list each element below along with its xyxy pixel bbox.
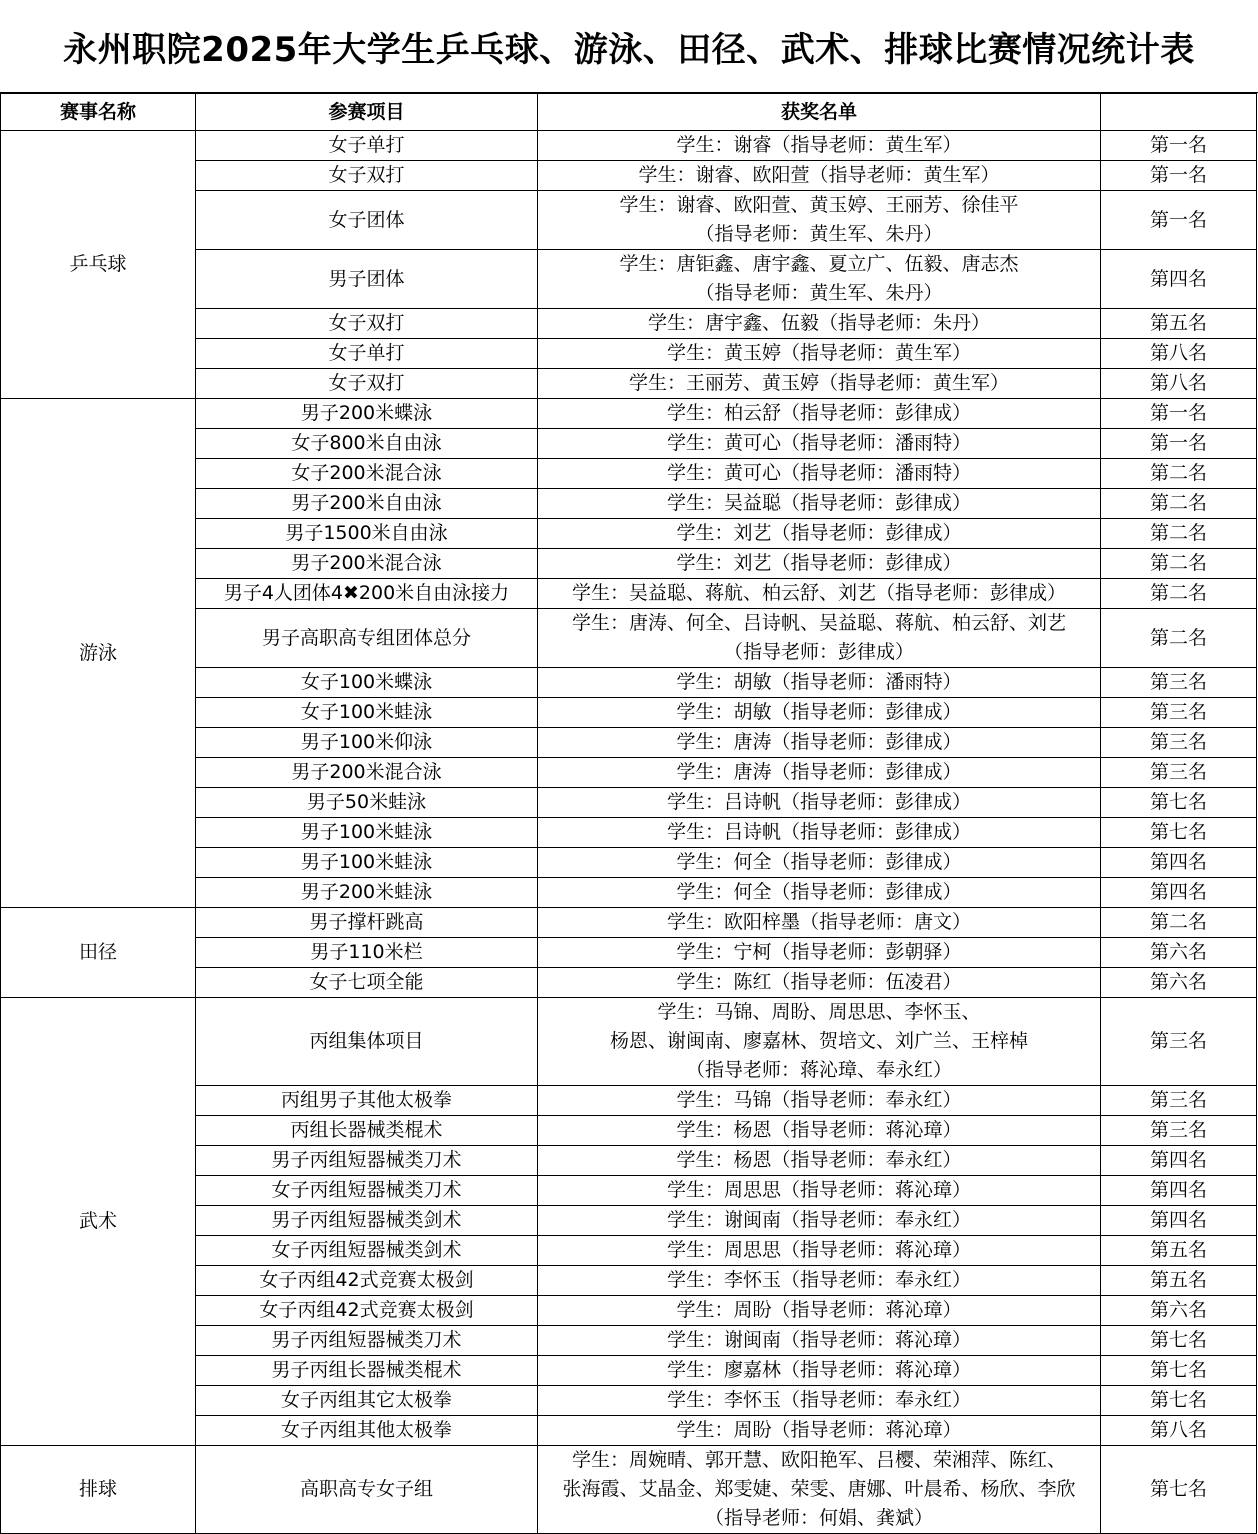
event-cell: 男子200米自由泳	[196, 489, 538, 519]
winner-line: 学生：周思思（指导老师：蒋沁璋）	[666, 1179, 971, 1201]
rank-cell: 第七名	[1101, 788, 1257, 818]
table-row	[1, 1446, 1257, 1534]
winners-cell	[538, 519, 1101, 549]
winner-line: 学生：黄玉婷（指导老师：黄生军）	[666, 342, 971, 364]
event-cell: 男子撑杆跳高	[196, 908, 538, 938]
results-body	[1, 131, 1257, 1534]
winners-cell	[538, 1356, 1101, 1386]
category-cell: 乒乓球	[1, 131, 196, 399]
rank-cell: 第五名	[1101, 1266, 1257, 1296]
winner-line: （指导老师：彭律成）	[723, 641, 914, 663]
winner-line: 学生：唐涛、何全、吕诗帆、吴益聪、蒋航、柏云舒、刘艺	[571, 612, 1066, 634]
winner-line: 学生：周思思（指导老师：蒋沁璋）	[666, 1239, 971, 1261]
winner-line: 学生：唐钜鑫、唐宇鑫、夏立广、伍毅、唐志杰	[619, 253, 1019, 275]
table-row	[1, 399, 1257, 429]
winners-cell	[538, 161, 1101, 191]
winners-cell	[538, 848, 1101, 878]
winner-line: 学生：刘艺（指导老师：彭律成）	[676, 522, 962, 544]
winner-line: 学生：唐涛（指导老师：彭律成）	[676, 731, 962, 753]
rank-cell: 第一名	[1101, 399, 1257, 429]
rank-cell: 第二名	[1101, 519, 1257, 549]
event-cell: 丙组集体项目	[196, 998, 538, 1086]
category-cell: 排球	[1, 1446, 196, 1534]
winner-line: 学生：何全（指导老师：彭律成）	[676, 851, 962, 873]
rank-cell: 第三名	[1101, 698, 1257, 728]
rank-cell: 第三名	[1101, 668, 1257, 698]
winner-line: 学生：宁柯（指导老师：彭朝驿）	[676, 941, 962, 963]
winner-line: 学生：谢睿（指导老师：黄生军）	[676, 134, 962, 156]
winner-line: 学生：谢睿、欧阳萱、黄玉婷、王丽芳、徐佳平	[619, 194, 1019, 216]
rank-cell: 第八名	[1101, 1416, 1257, 1446]
category-cell: 武术	[1, 998, 196, 1446]
winners-cell	[538, 1086, 1101, 1116]
winner-line: 学生：周盼（指导老师：蒋沁璋）	[676, 1419, 962, 1441]
event-cell: 女子团体	[196, 191, 538, 250]
rank-cell: 第二名	[1101, 489, 1257, 519]
winner-line: 学生：吕诗帆（指导老师：彭律成）	[666, 791, 971, 813]
event-cell: 男子团体	[196, 250, 538, 309]
rank-cell: 第七名	[1101, 1446, 1257, 1534]
winner-line: （指导老师：黄生军、朱丹）	[695, 282, 943, 304]
event-cell: 女子双打	[196, 161, 538, 191]
rank-cell: 第七名	[1101, 818, 1257, 848]
winners-cell	[538, 1326, 1101, 1356]
rank-cell: 第四名	[1101, 878, 1257, 908]
event-cell: 男子200米蛙泳	[196, 878, 538, 908]
winner-line: 学生：王丽芳、黄玉婷（指导老师：黄生军）	[628, 372, 1009, 394]
winners-cell	[538, 998, 1101, 1086]
winner-line: 学生：吕诗帆（指导老师：彭律成）	[666, 821, 971, 843]
rank-cell: 第一名	[1101, 429, 1257, 459]
event-cell: 女子200米混合泳	[196, 459, 538, 489]
rank-cell: 第二名	[1101, 908, 1257, 938]
winners-cell	[538, 878, 1101, 908]
winners-cell	[538, 579, 1101, 609]
header-row	[1, 94, 1257, 131]
event-cell: 男子丙组短器械类刀术	[196, 1146, 538, 1176]
event-cell: 女子丙组短器械类剑术	[196, 1236, 538, 1266]
event-cell: 女子100米蛙泳	[196, 698, 538, 728]
rank-cell: 第六名	[1101, 938, 1257, 968]
winners-cell	[538, 1416, 1101, 1446]
event-cell: 女子双打	[196, 309, 538, 339]
winner-line: 学生：柏云舒（指导老师：彭律成）	[666, 402, 971, 424]
winners-cell	[538, 788, 1101, 818]
event-cell: 男子200米混合泳	[196, 549, 538, 579]
rank-cell: 第七名	[1101, 1326, 1257, 1356]
rank-cell: 第五名	[1101, 1236, 1257, 1266]
event-cell: 男子4人团体4✖200米自由泳接力	[196, 579, 538, 609]
event-cell: 男子丙组长器械类棍术	[196, 1356, 538, 1386]
event-cell: 男子丙组短器械类刀术	[196, 1326, 538, 1356]
winner-line: 张海霞、艾晶金、郑雯婕、荣雯、唐娜、叶晨希、杨欣、李欣	[562, 1478, 1076, 1500]
winners-cell	[538, 1266, 1101, 1296]
winner-line: 学生：吴益聪（指导老师：彭律成）	[666, 492, 971, 514]
winner-line: 学生：马锦、周盼、周思思、李怀玉、	[657, 1001, 981, 1023]
winners-cell	[538, 459, 1101, 489]
winner-line: 学生：唐宇鑫、伍毅（指导老师：朱丹）	[647, 312, 990, 334]
winners-cell	[538, 131, 1101, 161]
event-cell: 女子100米蝶泳	[196, 668, 538, 698]
rank-cell: 第七名	[1101, 1356, 1257, 1386]
winner-line: 学生：欧阳梓墨（指导老师：唐文）	[666, 911, 971, 933]
winner-line: 学生：陈红（指导老师：伍凌君）	[676, 971, 962, 993]
event-cell: 女子双打	[196, 369, 538, 399]
winner-line: 学生：刘艺（指导老师：彭律成）	[676, 552, 962, 574]
rank-cell: 第一名	[1101, 161, 1257, 191]
winner-line: （指导老师：黄生军、朱丹）	[695, 223, 943, 245]
winners-cell	[538, 399, 1101, 429]
event-cell: 男子100米蛙泳	[196, 848, 538, 878]
winner-line: 学生：杨恩（指导老师：奉永红）	[676, 1149, 962, 1171]
winners-cell	[538, 758, 1101, 788]
event-cell: 男子100米仰泳	[196, 728, 538, 758]
winners-cell	[538, 250, 1101, 309]
event-cell: 女子丙组其它太极拳	[196, 1386, 538, 1416]
winner-line: 学生：胡敏（指导老师：潘雨特）	[676, 671, 962, 693]
event-cell: 男子50米蛙泳	[196, 788, 538, 818]
winners-cell	[538, 968, 1101, 998]
winners-cell	[538, 191, 1101, 250]
event-cell: 丙组长器械类棍术	[196, 1116, 538, 1146]
event-cell: 男子高职高专组团体总分	[196, 609, 538, 668]
winners-cell	[538, 1446, 1101, 1534]
header-event: 参赛项目	[196, 94, 538, 131]
event-cell: 男子丙组短器械类剑术	[196, 1206, 538, 1236]
rank-cell: 第一名	[1101, 191, 1257, 250]
rank-cell: 第八名	[1101, 339, 1257, 369]
rank-cell: 第三名	[1101, 998, 1257, 1086]
winner-line: 学生：吴益聪、蒋航、柏云舒、刘艺（指导老师：彭律成）	[571, 582, 1066, 604]
rank-cell: 第四名	[1101, 1176, 1257, 1206]
winner-line: （指导老师：蒋沁璋、奉永红）	[685, 1059, 952, 1081]
event-cell: 丙组男子其他太极拳	[196, 1086, 538, 1116]
rank-cell: 第三名	[1101, 728, 1257, 758]
winner-line: 学生：何全（指导老师：彭律成）	[676, 881, 962, 903]
winners-cell	[538, 339, 1101, 369]
table-row	[1, 908, 1257, 938]
winner-line: 学生：谢闽南（指导老师：奉永红）	[666, 1209, 971, 1231]
winner-line: 学生：马锦（指导老师：奉永红）	[676, 1089, 962, 1111]
winner-line: 学生：谢睿、欧阳萱（指导老师：黄生军）	[638, 164, 1000, 186]
rank-cell: 第二名	[1101, 459, 1257, 489]
event-cell: 女子丙组42式竞赛太极剑	[196, 1266, 538, 1296]
winner-line: 学生：胡敏（指导老师：彭律成）	[676, 701, 962, 723]
header-winners: 获奖名单	[538, 94, 1101, 131]
rank-cell: 第三名	[1101, 758, 1257, 788]
winners-cell	[538, 309, 1101, 339]
winners-cell	[538, 668, 1101, 698]
winners-cell	[538, 1386, 1101, 1416]
winner-line: 杨恩、谢闽南、廖嘉林、贺培文、刘广兰、王梓棹	[609, 1030, 1028, 1052]
winner-line: 学生：唐涛（指导老师：彭律成）	[676, 761, 962, 783]
winners-cell	[538, 1236, 1101, 1266]
category-cell: 田径	[1, 908, 196, 998]
rank-cell: 第三名	[1101, 1086, 1257, 1116]
rank-cell: 第八名	[1101, 369, 1257, 399]
event-cell: 女子丙组42式竞赛太极剑	[196, 1296, 538, 1326]
rank-cell: 第二名	[1101, 549, 1257, 579]
event-cell: 女子单打	[196, 131, 538, 161]
rank-cell: 第六名	[1101, 1296, 1257, 1326]
winner-line: 学生：黄可心（指导老师：潘雨特）	[666, 432, 971, 454]
event-cell: 男子100米蛙泳	[196, 818, 538, 848]
event-cell: 男子110米栏	[196, 938, 538, 968]
rank-cell: 第二名	[1101, 609, 1257, 668]
rank-cell: 第四名	[1101, 1146, 1257, 1176]
event-cell: 女子800米自由泳	[196, 429, 538, 459]
winner-line: 学生：李怀玉（指导老师：奉永红）	[666, 1389, 971, 1411]
event-cell: 男子1500米自由泳	[196, 519, 538, 549]
winner-line: （指导老师：何娟、龚斌）	[704, 1507, 933, 1529]
event-cell: 高职高专女子组	[196, 1446, 538, 1534]
winners-cell	[538, 1146, 1101, 1176]
winners-cell	[538, 429, 1101, 459]
rank-cell: 第七名	[1101, 1386, 1257, 1416]
rank-cell: 第二名	[1101, 579, 1257, 609]
rank-cell: 第四名	[1101, 1206, 1257, 1236]
rank-cell: 第四名	[1101, 848, 1257, 878]
results-table	[0, 93, 1257, 1534]
event-cell: 女子丙组短器械类刀术	[196, 1176, 538, 1206]
rank-cell: 第三名	[1101, 1116, 1257, 1146]
event-cell: 女子丙组其他太极拳	[196, 1416, 538, 1446]
winners-cell	[538, 1176, 1101, 1206]
rank-cell: 第六名	[1101, 968, 1257, 998]
winners-cell	[538, 908, 1101, 938]
table-row	[1, 131, 1257, 161]
rank-cell: 第五名	[1101, 309, 1257, 339]
header-category: 赛事名称	[1, 94, 196, 131]
rank-cell: 第一名	[1101, 131, 1257, 161]
table-row	[1, 998, 1257, 1086]
event-cell: 女子单打	[196, 339, 538, 369]
event-cell: 女子七项全能	[196, 968, 538, 998]
page-title: 永州职院2025年大学生乒乓球、游泳、田径、武术、排球比赛情况统计表	[63, 29, 1195, 70]
winners-cell	[538, 698, 1101, 728]
winners-cell	[538, 489, 1101, 519]
winners-cell	[538, 938, 1101, 968]
winners-cell	[538, 1116, 1101, 1146]
winners-cell	[538, 369, 1101, 399]
winners-cell	[538, 1206, 1101, 1236]
winner-line: 学生：谢闽南（指导老师：蒋沁璋）	[666, 1329, 971, 1351]
header-rank	[1101, 94, 1257, 131]
winners-cell	[538, 609, 1101, 668]
winner-line: 学生：廖嘉林（指导老师：蒋沁璋）	[666, 1359, 971, 1381]
winner-line: 学生：黄可心（指导老师：潘雨特）	[666, 462, 971, 484]
winners-cell	[538, 1296, 1101, 1326]
winner-line: 学生：李怀玉（指导老师：奉永红）	[666, 1269, 971, 1291]
winners-cell	[538, 728, 1101, 758]
winners-cell	[538, 549, 1101, 579]
event-cell: 男子200米蝶泳	[196, 399, 538, 429]
category-cell: 游泳	[1, 399, 196, 908]
winner-line: 学生：周婉晴、郭开慧、欧阳艳军、吕樱、荣湘萍、陈红、	[571, 1449, 1066, 1471]
winner-line: 学生：杨恩（指导老师：蒋沁璋）	[676, 1119, 962, 1141]
event-cell: 男子200米混合泳	[196, 758, 538, 788]
winners-cell	[538, 818, 1101, 848]
rank-cell: 第四名	[1101, 250, 1257, 309]
title-bar	[0, 0, 1258, 93]
winner-line: 学生：周盼（指导老师：蒋沁璋）	[676, 1299, 962, 1321]
